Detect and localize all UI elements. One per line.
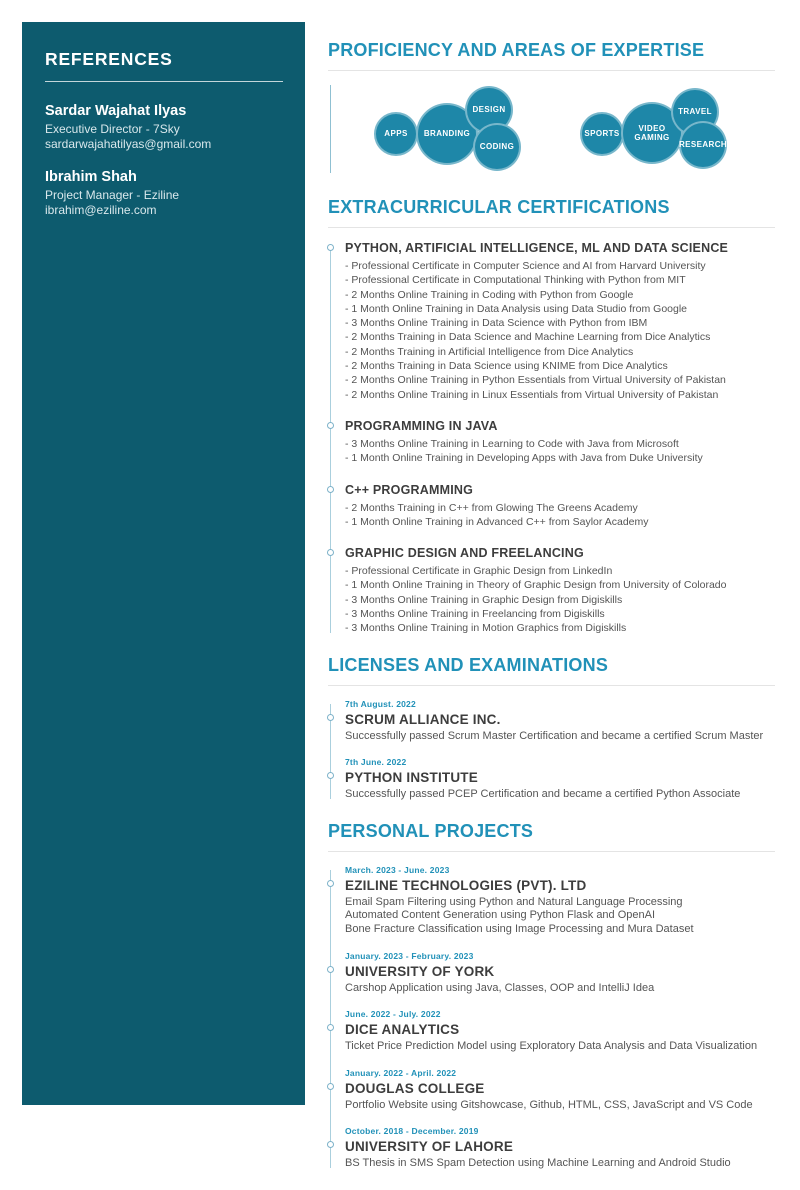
- certification-item: - 3 Months Online Training in Learning to Code with Java from Microsoft: [345, 437, 679, 450]
- project-organization: DICE ANALYTICS: [345, 1022, 460, 1038]
- license-description: Successfully passed Scrum Master Certification and became a certified Scrum Master: [345, 729, 764, 742]
- certification-item: - 2 Months Online Training in Linux Essentials from Virtual University of Pakistan: [345, 388, 719, 401]
- certification-item: - 2 Months Online Training in Python Essentials from Virtual University of Pakistan: [345, 374, 726, 387]
- certification-item: - 1 Month Online Training in Data Analysis using Data Studio from Google: [345, 302, 688, 315]
- timeline-marker-icon: [327, 244, 334, 251]
- bubble-chart-axis-line: [330, 85, 331, 173]
- project-entry: [345, 1068, 775, 1113]
- project-description: Automated Content Generation using Python Flask and OpenAI: [345, 909, 656, 922]
- project-description: Ticket Price Prediction Model using Exploratory Data Analysis and Data Visualization: [345, 1040, 758, 1053]
- bubble-apps: APPS: [374, 112, 418, 156]
- section-divider: [328, 70, 775, 71]
- section-projects: [328, 821, 775, 1171]
- project-organization: UNIVERSITY OF LAHORE: [345, 1139, 514, 1155]
- certification-item: - 1 Month Online Training in Developing Apps with Java from Duke University: [345, 452, 703, 465]
- license-date: 7th June. 2022: [345, 757, 407, 768]
- certification-group-title: C++ PROGRAMMING: [345, 482, 474, 497]
- project-description: Bone Fracture Classification using Image Processing and Mura Dataset: [345, 923, 694, 936]
- project-date: October. 2018 - December. 2019: [345, 1126, 479, 1137]
- certification-item: - 3 Months Online Training in Graphic Design from Digiskills: [345, 593, 623, 606]
- sidebar: [22, 22, 305, 1105]
- reference-role: Executive Director - 7Sky: [45, 122, 180, 136]
- reference-email: ibrahim@eziline.com: [45, 202, 157, 217]
- section-title: PROFICIENCY AND AREAS OF EXPERTISE: [328, 40, 705, 60]
- certification-item: - 1 Month Online Training in Advanced C++ from Saylor Academy: [345, 515, 649, 528]
- section-licenses: [328, 655, 775, 802]
- projects-timeline: [328, 865, 775, 1171]
- project-description: Portfolio Website using Gitshowcase, Github, HTML, CSS, JavaScript and VS Code: [345, 1098, 753, 1111]
- timeline-marker-icon: [327, 549, 334, 556]
- certification-group-title: PYTHON, ARTIFICIAL INTELLIGENCE, ML AND DATA SCIENCE: [345, 241, 729, 255]
- project-date: June. 2022 - July. 2022: [345, 1009, 441, 1020]
- timeline-marker-icon: [327, 422, 334, 429]
- certification-item: - 2 Months Training in Artificial Intelligence from Dice Analytics: [345, 345, 634, 358]
- main-content: [328, 40, 775, 1190]
- section-certifications: [328, 197, 775, 636]
- project-entry: [345, 1126, 775, 1171]
- timeline-marker-icon: [327, 966, 334, 973]
- license-date: 7th August. 2022: [345, 698, 416, 709]
- reference-entry: [45, 169, 285, 217]
- certification-group-title: PROGRAMMING IN JAVA: [345, 418, 498, 433]
- licenses-timeline: [328, 699, 775, 802]
- references-divider: [45, 81, 283, 82]
- project-organization: DOUGLAS COLLEGE: [345, 1080, 485, 1096]
- certification-item: - 2 Months Online Training in Coding with Python from Google: [345, 288, 634, 301]
- certification-item: - Professional Certificate in Computer Science and AI from Harvard University: [345, 260, 706, 272]
- reference-entry: [45, 103, 285, 151]
- timeline-marker-icon: [327, 1083, 334, 1090]
- timeline-marker-icon: [327, 772, 334, 779]
- reference-email: sardarwajahatilyas@gmail.com: [45, 136, 212, 151]
- project-entry: [345, 951, 775, 996]
- license-organization: PYTHON INSTITUTE: [345, 770, 478, 786]
- section-title: EXTRACURRICULAR CERTIFICATIONS: [328, 197, 670, 217]
- license-entry: [345, 699, 775, 744]
- certification-item: - 2 Months Training in Data Science using KNIME from Dice Analytics: [345, 360, 668, 373]
- timeline-marker-icon: [327, 714, 334, 721]
- section-divider: [328, 685, 775, 686]
- bubble-coding: CODING: [473, 123, 521, 171]
- bubble-research: RESEARCH: [679, 121, 727, 169]
- certification-group: [345, 241, 775, 402]
- bubble-sports: SPORTS: [580, 112, 624, 156]
- reference-name: Sardar Wajahat Ilyas: [45, 103, 187, 119]
- timeline-marker-icon: [327, 880, 334, 887]
- bubble-travel: TRAVEL: [671, 88, 719, 136]
- section-divider: [328, 227, 775, 228]
- certification-item: - 3 Months Online Training in Data Science with Python from IBM: [345, 317, 648, 330]
- timeline-marker-icon: [327, 486, 334, 493]
- section-divider: [328, 851, 775, 852]
- references-title: REFERENCES: [45, 49, 173, 69]
- certifications-timeline: [328, 241, 775, 636]
- certification-item: - 2 Months Training in C++ from Glowing The Greens Academy: [345, 501, 638, 514]
- certification-group: [345, 419, 775, 466]
- project-entry: [345, 1009, 775, 1054]
- project-entry: [345, 865, 775, 937]
- project-organization: EZILINE TECHNOLOGIES (PVT). LTD: [345, 877, 587, 893]
- certification-item: - Professional Certificate in Computational Thinking with Python from MIT: [345, 274, 686, 287]
- section-title: PERSONAL PROJECTS: [328, 820, 534, 841]
- certification-item: - Professional Certificate in Graphic Design from LinkedIn: [345, 565, 613, 578]
- certification-item: - 3 Months Online Training in Freelancing from Digiskills: [345, 608, 605, 621]
- timeline-marker-icon: [327, 1024, 334, 1031]
- project-organization: UNIVERSITY OF YORK: [345, 963, 495, 979]
- expertise-bubble-chart: [328, 81, 775, 178]
- bubble-video-gaming: VIDEO GAMING: [621, 102, 683, 164]
- project-description: Carshop Application using Java, Classes, OOP and IntelliJ Idea: [345, 981, 655, 994]
- section-proficiency: [328, 40, 775, 178]
- certification-item: - 2 Months Training in Data Science and Machine Learning from Dice Analytics: [345, 331, 711, 344]
- reference-role: Project Manager - Eziline: [45, 188, 180, 202]
- license-description: Successfully passed PCEP Certification and became a certified Python Associate: [345, 788, 741, 801]
- bubble-branding: BRANDING: [416, 103, 478, 165]
- bubble-design: DESIGN: [465, 86, 513, 134]
- certification-group-title: GRAPHIC DESIGN AND FREELANCING: [345, 546, 584, 561]
- project-description: BS Thesis in SMS Spam Detection using Machine Learning and Android Studio: [345, 1157, 731, 1170]
- license-entry: [345, 757, 775, 802]
- project-description: Email Spam Filtering using Python and Natural Language Processing: [345, 895, 683, 908]
- certification-group: [345, 546, 775, 635]
- license-organization: SCRUM ALLIANCE INC.: [345, 711, 501, 727]
- reference-name: Ibrahim Shah: [45, 169, 137, 185]
- timeline-marker-icon: [327, 1141, 334, 1148]
- section-title: LICENSES AND EXAMINATIONS: [328, 654, 609, 675]
- project-date: January. 2022 - April. 2022: [345, 1067, 457, 1078]
- project-date: March. 2023 - June. 2023: [345, 864, 450, 875]
- project-date: January. 2023 - February. 2023: [345, 950, 474, 961]
- certification-item: - 1 Month Online Training in Theory of Graphic Design from University of Colorado: [345, 579, 727, 592]
- certification-group: [345, 483, 775, 530]
- certification-item: - 3 Months Online Training in Motion Graphics from Digiskills: [345, 622, 627, 635]
